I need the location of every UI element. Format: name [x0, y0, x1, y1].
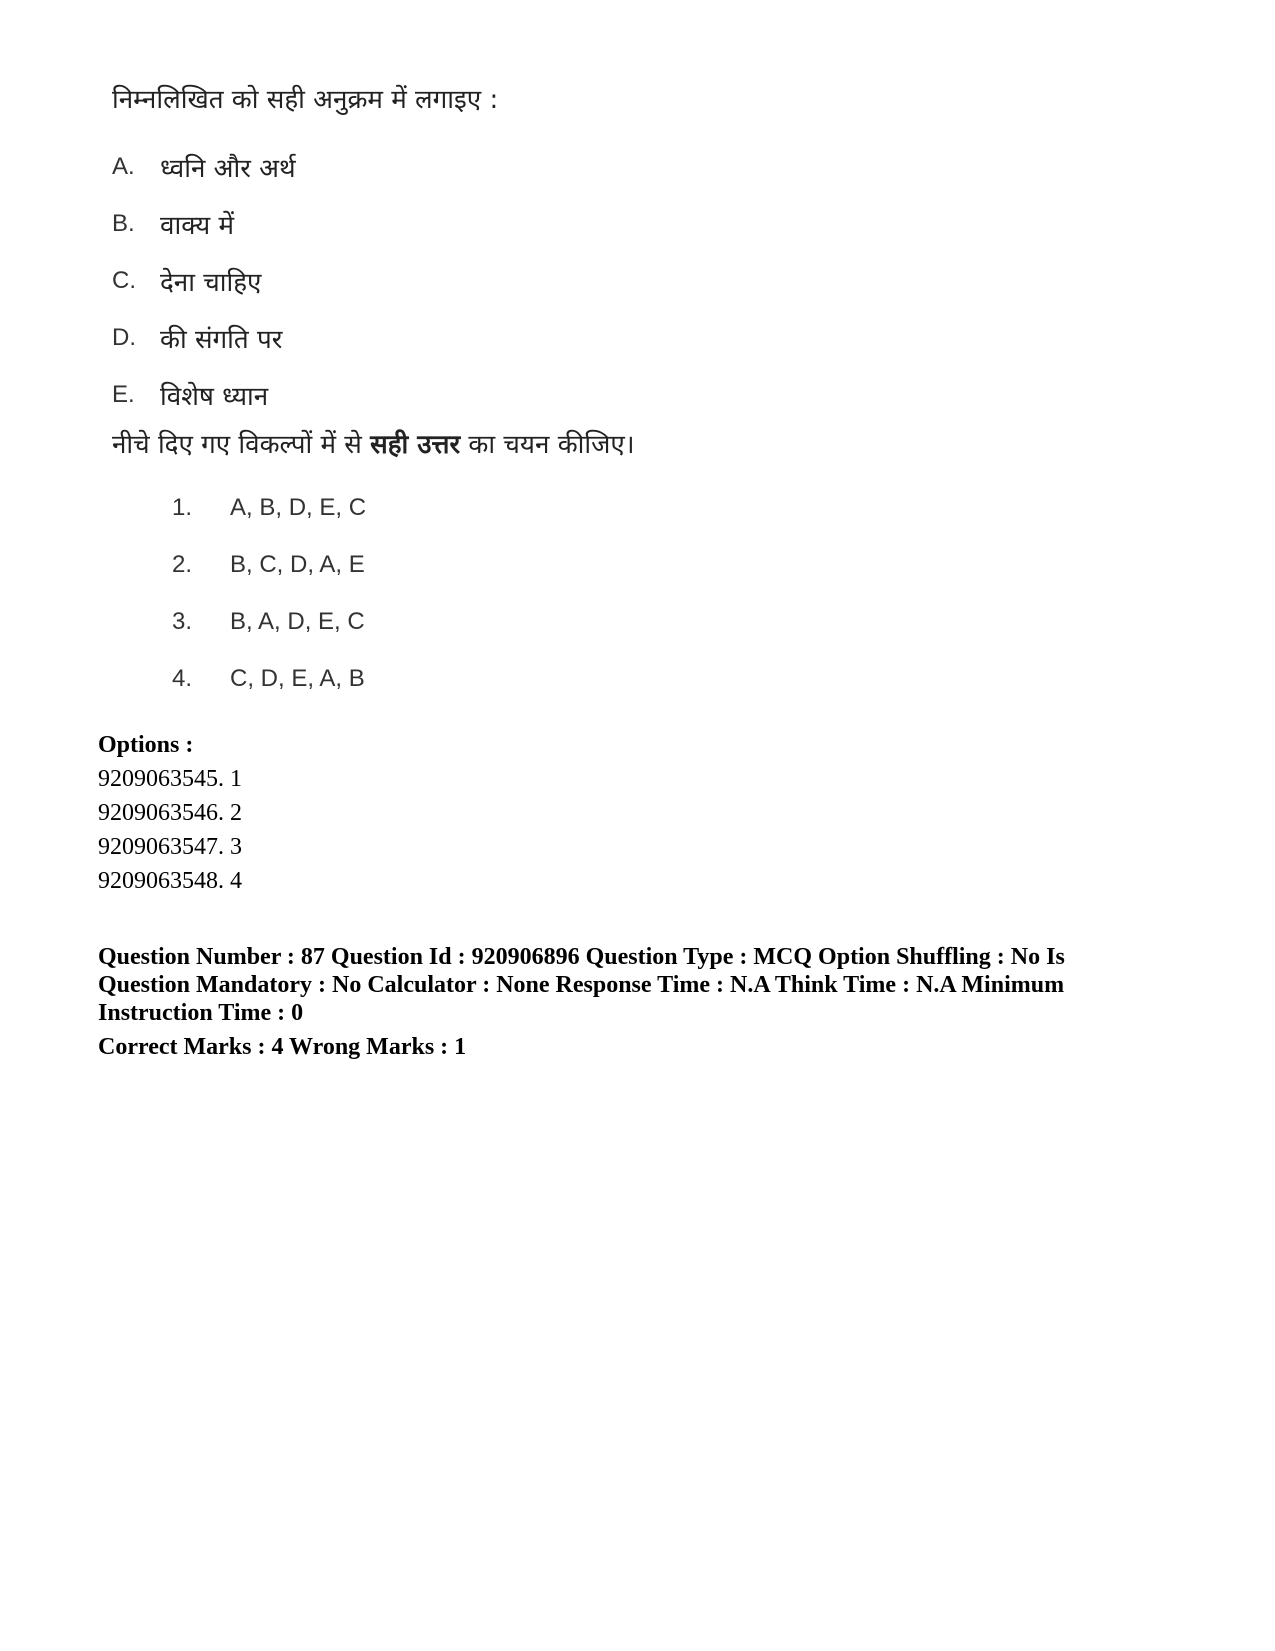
- answer-choice: [112, 536, 872, 593]
- sequence-item: [112, 138, 872, 195]
- choice-number: 2.: [172, 550, 193, 578]
- item-letter: D.: [112, 323, 136, 351]
- sequence-item: [112, 252, 872, 309]
- question-metadata: [98, 943, 1118, 1061]
- instruction-emphasis: सही उत्तर: [370, 430, 461, 460]
- marks-line: Correct Marks : 4 Wrong Marks : 1: [98, 1034, 467, 1060]
- choice-text: C, D, E, A, B: [230, 664, 365, 692]
- sequence-item: [112, 366, 872, 423]
- item-text: की संगति पर: [160, 324, 283, 355]
- item-letter: B.: [112, 209, 135, 237]
- instruction-text: [112, 425, 872, 465]
- choice-number: 3.: [172, 607, 193, 635]
- choice-text: B, A, D, E, C: [230, 607, 365, 635]
- choice-number: 1.: [172, 493, 193, 521]
- instruction-prefix: नीचे दिए गए विकल्पों में से: [112, 430, 371, 460]
- choice-number: 4.: [172, 664, 193, 692]
- item-letter: A.: [112, 152, 135, 180]
- option-line: 9209063545. 1: [98, 766, 242, 792]
- answer-choice: [112, 479, 872, 536]
- meta-line: Question Number : 87 Question Id : 920906896 Question Type : MCQ Option Shuffling : No Is: [98, 944, 1065, 970]
- option-line: 9209063547. 3: [98, 834, 242, 860]
- options-section: [98, 728, 242, 898]
- question-title: निम्नलिखित को सही अनुक्रम में लगाइए :: [112, 85, 499, 115]
- item-text: ध्वनि और अर्थ: [160, 153, 296, 184]
- option-line: 9209063546. 2: [98, 800, 242, 826]
- question-image-area: [112, 80, 872, 707]
- option-line: 9209063548. 4: [98, 868, 242, 894]
- sequence-item: [112, 195, 872, 252]
- answer-choice: [112, 593, 872, 650]
- item-text: वाक्य में: [160, 210, 234, 241]
- item-letter: E.: [112, 380, 135, 408]
- options-heading: Options :: [98, 732, 194, 758]
- choice-text: B, C, D, A, E: [230, 550, 365, 578]
- instruction-suffix: का चयन कीजिए।: [460, 430, 635, 460]
- item-text: देना चाहिए: [160, 267, 262, 298]
- answer-choice: [112, 650, 872, 707]
- item-letter: C.: [112, 266, 136, 294]
- meta-line: Question Mandatory : No Calculator : None Response Time : N.A Think Time : N.A Minimum: [98, 972, 1065, 998]
- item-text: विशेष ध्यान: [160, 381, 269, 412]
- sequence-item: [112, 309, 872, 366]
- choice-text: A, B, D, E, C: [230, 493, 367, 521]
- meta-line: Instruction Time : 0: [98, 1000, 304, 1026]
